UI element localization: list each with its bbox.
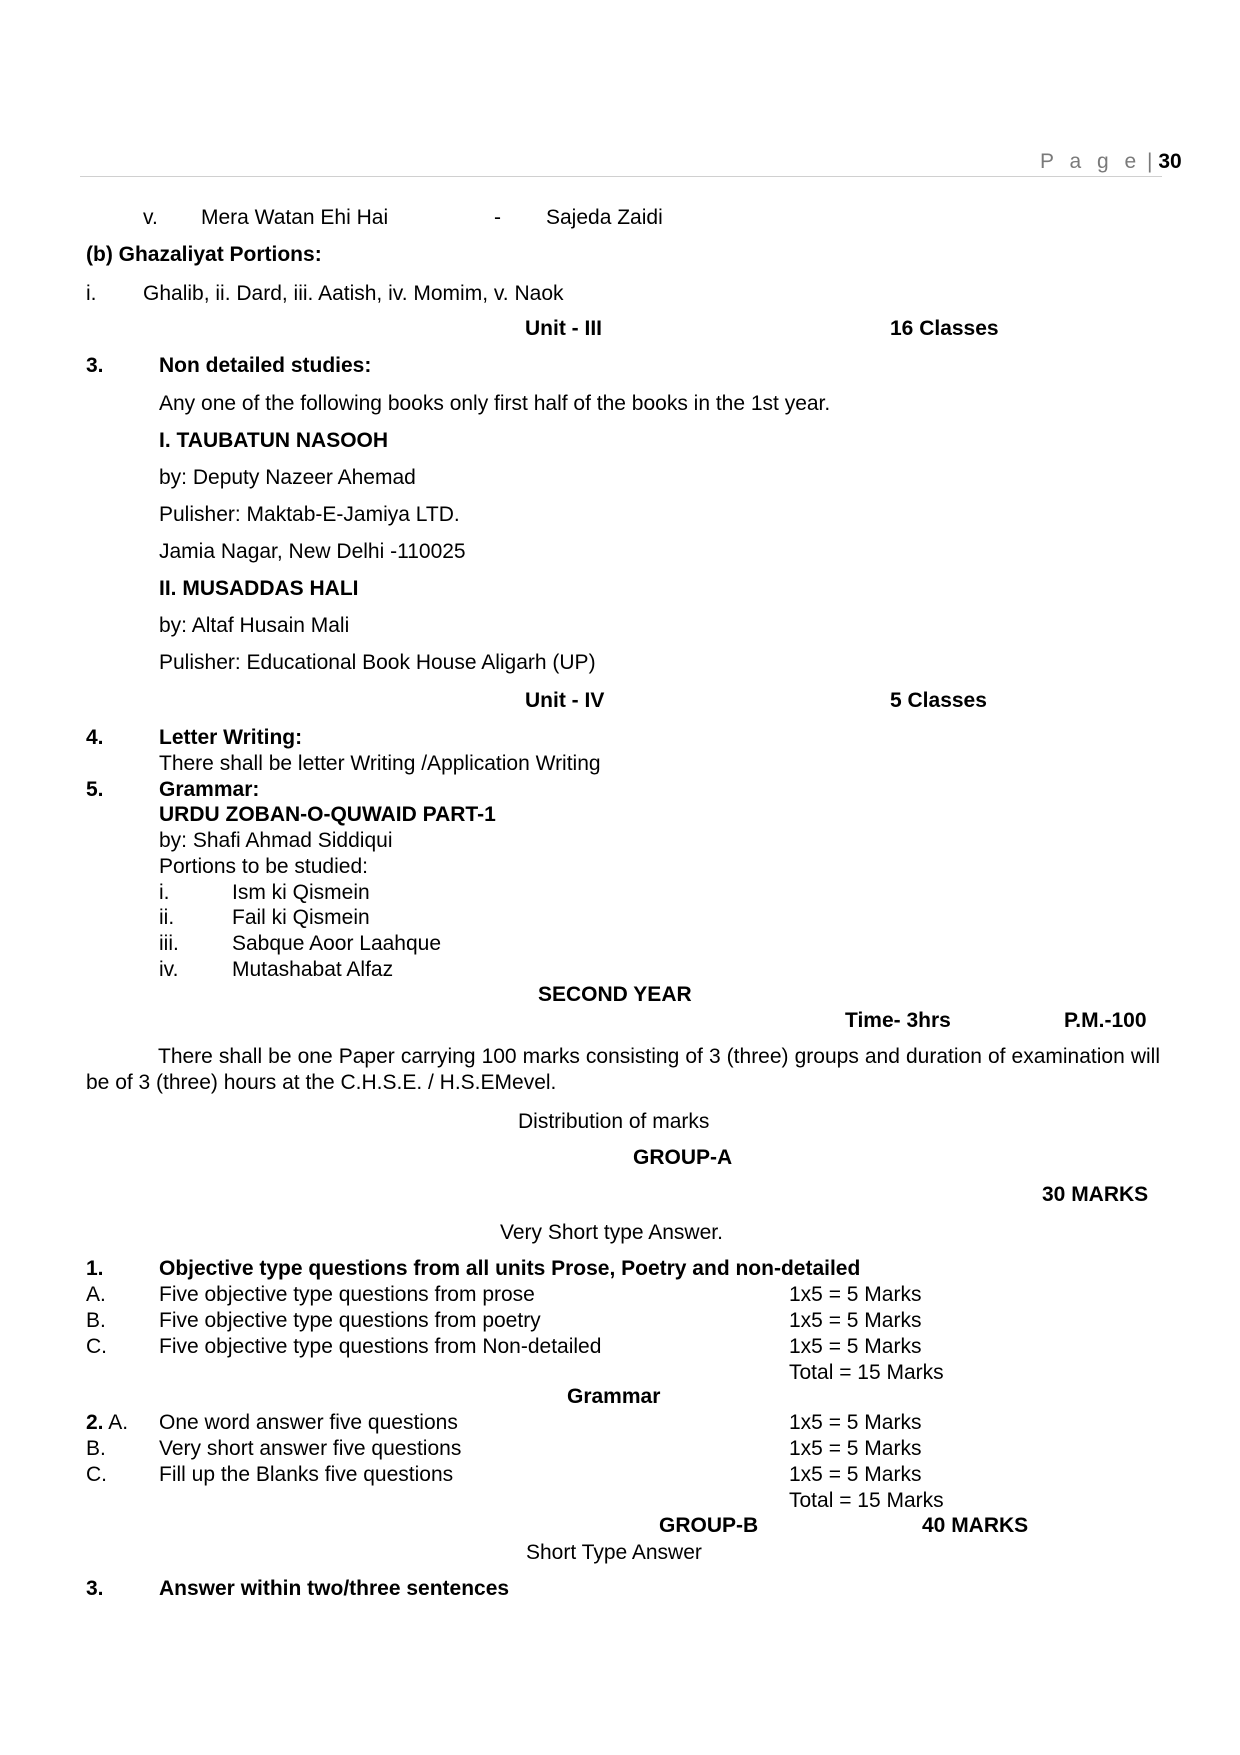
section5-heading: Grammar: <box>159 778 260 801</box>
poem-v-title: Mera Watan Ehi Hai <box>201 206 389 229</box>
group-b-title: GROUP-B <box>659 1514 759 1537</box>
group-b-marks: 40 MARKS <box>922 1514 1029 1537</box>
q2-item-letter: C. <box>86 1463 107 1486</box>
q2-total: Total = 15 Marks <box>789 1489 944 1512</box>
q2-item-marks: 1x5 = 5 Marks <box>789 1463 922 1486</box>
unit4-label: Unit - IV <box>525 689 605 712</box>
section4-num: 4. <box>86 726 104 749</box>
q2-item-marks: 1x5 = 5 Marks <box>789 1411 922 1434</box>
grammar-heading: Grammar <box>567 1385 661 1408</box>
page-separator: | <box>1147 150 1153 173</box>
section4-heading: Letter Writing: <box>159 726 303 749</box>
q1-num: 1. <box>86 1257 104 1280</box>
portion-num: i. <box>159 881 170 904</box>
group-a-marks: 30 MARKS <box>1042 1183 1149 1206</box>
section3-num: 3. <box>86 354 104 377</box>
poem-v-author: Sajeda Zaidi <box>546 206 663 229</box>
q1-item-text: Five objective type questions from poetry <box>159 1309 541 1332</box>
portion-num: ii. <box>159 906 175 929</box>
q2-item-letter: A. <box>108 1411 129 1434</box>
q3-heading: Answer within two/three sentences <box>159 1577 510 1600</box>
q1-item-letter: A. <box>86 1283 106 1306</box>
q2-num: 2. <box>86 1411 104 1434</box>
second-year-title: SECOND YEAR <box>538 983 692 1006</box>
portion-text: Sabque Aoor Laahque <box>232 932 442 955</box>
section3-intro: Any one of the following books only first half of the books in the 1st year. <box>159 392 831 415</box>
book2-author: by: Altaf Husain Mali <box>159 614 350 637</box>
group-a-subtitle: Very Short type Answer. <box>500 1221 723 1244</box>
ghazaliyat-heading: (b) Ghazaliyat Portions: <box>86 243 322 266</box>
q1-item-marks: 1x5 = 5 Marks <box>789 1335 922 1358</box>
portion-num: iii. <box>159 932 179 955</box>
poem-v-dash: - <box>494 206 501 229</box>
unit3-label: Unit - III <box>525 317 602 340</box>
q1-item-text: Five objective type questions from Non-detailed <box>159 1335 602 1358</box>
distribution-heading: Distribution of marks <box>518 1110 710 1133</box>
portion-text: Fail ki Qismein <box>232 906 370 929</box>
exam-full-marks: P.M.-100 <box>1064 1009 1147 1032</box>
q1-heading: Objective type questions from all units Prose, Poetry and non-detailed <box>159 1257 861 1280</box>
q1-item-letter: C. <box>86 1335 107 1358</box>
q1-item-letter: B. <box>86 1309 106 1332</box>
q2-num-row <box>86 1411 128 1434</box>
section4-text: There shall be letter Writing /Application Writing <box>159 752 601 775</box>
page-label: P a g e <box>1040 150 1142 173</box>
second-year-paragraph <box>86 1044 1160 1095</box>
page-header <box>1040 150 1182 173</box>
q2-item-text: One word answer five questions <box>159 1411 458 1434</box>
poem-v-num: v. <box>143 206 158 229</box>
unit4-classes: 5 Classes <box>890 689 987 712</box>
section5-author: by: Shafi Ahmad Siddiqui <box>159 829 393 852</box>
book2-publisher: Pulisher: Educational Book House Aligarh (UP) <box>159 651 596 674</box>
book1-address: Jamia Nagar, New Delhi -110025 <box>159 540 466 563</box>
q1-total: Total = 15 Marks <box>789 1361 944 1384</box>
q2-item-text: Fill up the Blanks five questions <box>159 1463 454 1486</box>
book1-title: I. TAUBATUN NASOOH <box>159 429 389 452</box>
portion-num: iv. <box>159 958 179 981</box>
q2-item-text: Very short answer five questions <box>159 1437 462 1460</box>
section5-num: 5. <box>86 778 104 801</box>
q1-item-marks: 1x5 = 5 Marks <box>789 1309 922 1332</box>
book1-author: by: Deputy Nazeer Ahemad <box>159 466 416 489</box>
q2-item-marks: 1x5 = 5 Marks <box>789 1437 922 1460</box>
ghazaliyat-num: i. <box>86 282 97 305</box>
page-number: 30 <box>1158 150 1182 173</box>
ghazaliyat-list: Ghalib, ii. Dard, iii. Aatish, iv. Momim, v. Naok <box>143 282 564 305</box>
portion-text: Mutashabat Alfaz <box>232 958 394 981</box>
second-year-paragraph-text: There shall be one Paper carrying 100 marks consisting of 3 (three) groups and duration of examination will be of 3 (three) hours at the C.H.S.E. / H.S.EMevel. <box>86 1045 1160 1094</box>
section3-heading: Non detailed studies: <box>159 354 372 377</box>
exam-time: Time- 3hrs <box>845 1009 951 1032</box>
book1-publisher: Pulisher: Maktab-E-Jamiya LTD. <box>159 503 460 526</box>
group-b-subtitle: Short Type Answer <box>526 1541 702 1564</box>
q2-item-letter: B. <box>86 1437 106 1460</box>
group-a-title: GROUP-A <box>633 1146 733 1169</box>
portion-text: Ism ki Qismein <box>232 881 370 904</box>
section5-book: URDU ZOBAN-O-QUWAID PART-1 <box>159 803 496 826</box>
q3-num: 3. <box>86 1577 104 1600</box>
portions-label: Portions to be studied: <box>159 855 368 878</box>
header-divider <box>80 176 1162 177</box>
q1-item-text: Five objective type questions from prose <box>159 1283 535 1306</box>
book2-title: II. MUSADDAS HALI <box>159 577 359 600</box>
q1-item-marks: 1x5 = 5 Marks <box>789 1283 922 1306</box>
unit3-classes: 16 Classes <box>890 317 999 340</box>
